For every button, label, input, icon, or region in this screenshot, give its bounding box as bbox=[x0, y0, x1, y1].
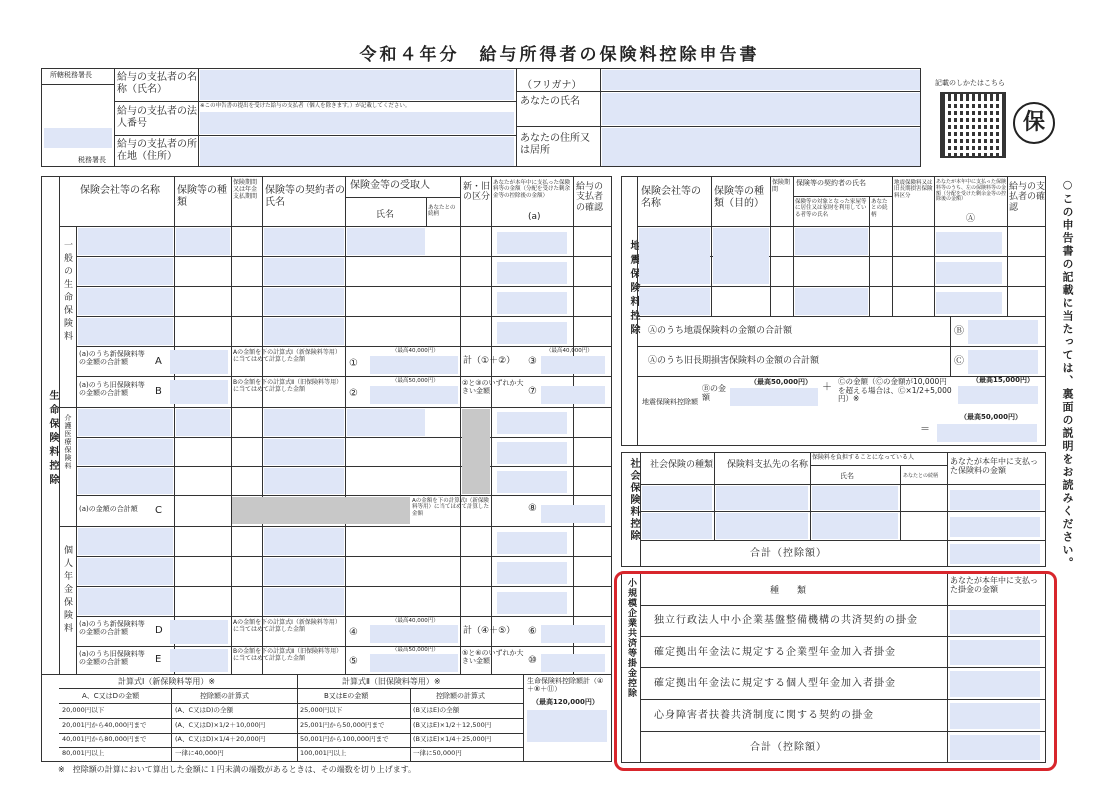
life-sum45: 計（④＋⑤） bbox=[463, 626, 516, 636]
quake-deduct-label: 地震保険料控除額 bbox=[642, 398, 698, 406]
life-col-newold: 新・旧の区分 bbox=[463, 182, 491, 203]
life-c1: ① bbox=[349, 358, 358, 369]
formula-r1c1: 20,000円以下 bbox=[62, 706, 105, 714]
life-max40-2: （最高40,000円） bbox=[546, 348, 593, 354]
quake-C-mark: Ⓒ bbox=[954, 356, 964, 367]
formula-r1c3: 25,000円以下 bbox=[300, 706, 343, 714]
formula-r2c2: (A、C又はD)×1/2＋10,000円 bbox=[175, 721, 266, 729]
quake-col-amount: あなたが本年中に支払った保険料等のうち、左の保険料等の金額（分配を受けた剰余金等の控除後の金額） bbox=[936, 179, 1007, 203]
life-c4: ④ bbox=[349, 627, 358, 638]
life-C-mark: C bbox=[155, 505, 162, 516]
form-title: 令和４年分 給与所得者の保険料控除申告書 bbox=[359, 45, 760, 65]
formula-col-1: A、C又はDの金額 bbox=[82, 692, 140, 700]
smallbiz-row-2: 確定拠出年金法に規定する企業型年金加入者掛金 bbox=[654, 647, 896, 658]
life-max40-1: （最高40,000円） bbox=[392, 348, 439, 354]
life-total-max: （最高120,000円） bbox=[532, 698, 599, 706]
smallbiz-section-label: 小規模企業共済等掛金控除 bbox=[626, 578, 636, 698]
life-col-period: 保険期間又は年金支払期間 bbox=[233, 179, 258, 200]
life-a-total-label: (a)の金額の合計額 bbox=[79, 505, 138, 513]
qr-caption: 記載のしかたはこちら bbox=[935, 79, 1005, 87]
social-section-label: 社会保険料控除 bbox=[628, 458, 639, 542]
quake-c-amount: Ⓒの金額（Ⓒの金額が10,000円を超える場合は、Ⓒ×1/2+5,000円）※ bbox=[838, 377, 952, 404]
quake-col-company: 保険会社等の名称 bbox=[641, 186, 701, 209]
your-address-label: あなたの住所又は居所 bbox=[520, 133, 590, 156]
life-D-mark: D bbox=[155, 625, 163, 636]
life-c3: ③ bbox=[528, 356, 537, 367]
social-total: 合計（控除額） bbox=[750, 548, 827, 559]
social-col-payee: 保険料支払先の名称 bbox=[727, 460, 809, 470]
life-col-recipient: 保険金等の受取人 bbox=[350, 180, 430, 191]
formula-r4c2: 一律に40,000円 bbox=[175, 749, 224, 757]
quake-col-holder: 保険等の契約者の氏名 bbox=[796, 179, 866, 187]
life-care-label: 介護医療保険料 bbox=[64, 414, 72, 470]
office-label: 所轄税務署長 bbox=[50, 71, 92, 79]
quake-col-period: 保険期間 bbox=[772, 179, 791, 193]
quake-col-resident: 保険等の対象となった家屋等に居住又は家財を利用している者等の氏名 bbox=[795, 199, 867, 218]
life-c5: ⑤ bbox=[349, 656, 358, 667]
life-section-label: 生命保険料控除 bbox=[47, 390, 58, 488]
life-calc1c-label: Aの金額を下の計算式Ⅰ（新保険料等用）に当てはめて計算した金額 bbox=[412, 498, 490, 517]
quake-col-type: 地震保険料又は旧長期損害保険料区分 bbox=[894, 180, 933, 199]
formula-r3c2: (A、C又はD)×1/4＋20,000円 bbox=[175, 735, 266, 743]
quake-sum-old: Ⓐのうち旧長期損害保険料の金額の合計額 bbox=[648, 356, 820, 366]
life-calc1-label: Aの金額を下の計算式Ⅰ（新保険料等用）に当てはめて計算した金額 bbox=[233, 349, 341, 363]
office-bottom-label: 税務署長 bbox=[78, 156, 106, 164]
formula-col-2: 控除額の計算式 bbox=[200, 692, 249, 700]
social-col-relation: あなたとの続柄 bbox=[903, 473, 939, 479]
formula-col-3: B又はEの金額 bbox=[324, 692, 369, 700]
life-col-name: 氏名 bbox=[376, 210, 395, 220]
life-col-company: 保険会社等の名称 bbox=[80, 185, 160, 196]
quake-final-max: （最高50,000円） bbox=[960, 413, 1023, 421]
quake-b-amount: Ⓑの金額 bbox=[702, 384, 726, 403]
quake-c-max: （最高15,000円） bbox=[972, 376, 1035, 384]
life-a-old-label-2: (a)のうち旧保険料等の金額の合計額 bbox=[79, 650, 145, 667]
your-name-label: あなたの氏名 bbox=[520, 96, 580, 107]
quake-col-relation: あなたとの続柄 bbox=[871, 199, 888, 218]
formula-r3c4: (B又はE)×1/4＋25,000円 bbox=[413, 735, 492, 743]
life-col-amount: あなたが本年中に支払った保険料等の金額（分配を受けた剰余金等の控除後の金額） bbox=[493, 180, 571, 199]
social-col-amount: あなたが本年中に支払った保険料の金額 bbox=[950, 457, 1038, 476]
payer-number-label: 給与の支払者の法人番号 bbox=[117, 106, 197, 129]
quake-equals: ＝ bbox=[920, 424, 930, 435]
life-calc2-label: Bの金額を下の計算式Ⅱ（旧保険料等用）に当てはめて計算した金額 bbox=[233, 379, 343, 393]
life-max23: ②と③のいずれか大きい金額 bbox=[462, 379, 524, 396]
highlight-box bbox=[614, 571, 1057, 771]
smallbiz-row-4: 心身障害者扶養共済制度に関する契約の掛金 bbox=[654, 710, 874, 721]
smallbiz-row-1: 独立行政法人中小企業基盤整備機構の共済契約の掛金 bbox=[654, 615, 918, 626]
life-a-new-label-2: (a)のうち新保険料等の金額の合計額 bbox=[79, 620, 145, 637]
formula-r3c1: 40,001円から80,000円まで bbox=[62, 735, 147, 743]
quake-col-kind: 保険等の種類（目的） bbox=[714, 186, 764, 209]
formula-r1c2: (A、C又はD)の全額 bbox=[175, 706, 234, 714]
formula-r4c1: 80,001円以上 bbox=[62, 749, 105, 757]
life-col-confirm: 給与の支払者の確認 bbox=[576, 182, 604, 213]
life-pension-label: 個人年金保険料 bbox=[62, 545, 72, 636]
life-max50-2: （最高50,000円） bbox=[392, 647, 439, 653]
formula-r4c3: 100,001円以上 bbox=[300, 749, 347, 757]
life-col-holder: 保険等の契約者の氏名 bbox=[265, 185, 345, 208]
quake-plus: ＋ bbox=[822, 382, 832, 393]
formula-r2c1: 20,001円から40,000円まで bbox=[62, 721, 147, 729]
life-E-mark: E bbox=[155, 654, 162, 665]
social-col-name: 氏名 bbox=[840, 472, 854, 480]
payer-number-note: ※この申告書の提出を受けた給与の支払者（個人を除きます。）が記載してください。 bbox=[200, 103, 411, 109]
life-c10: ⑩ bbox=[528, 655, 537, 666]
side-note: ○この申告書の記載に当たっては、裏面の説明をお読みください。 bbox=[1061, 178, 1074, 570]
quake-col-confirm: 給与の支払者の確認 bbox=[1009, 182, 1046, 213]
life-calc2e-label: Bの金額を下の計算式Ⅱ（旧保険料等用）に当てはめて計算した金額 bbox=[233, 648, 343, 662]
hoken-seal-icon: 保 bbox=[1013, 102, 1055, 144]
quake-section-label: 地震保険料控除 bbox=[628, 240, 639, 338]
life-c8: ⑧ bbox=[528, 503, 537, 514]
life-c7: ⑦ bbox=[528, 386, 537, 397]
quake-sum-quake: Ⓐのうち地震保険料の金額の合計額 bbox=[648, 326, 793, 336]
life-calc1d-label: Aの金額を下の計算式Ⅰ（新保険料等用）に当てはめて計算した金額 bbox=[233, 619, 341, 633]
life-max50-1: （最高50,000円） bbox=[392, 378, 439, 384]
smallbiz-total: 合計（控除額） bbox=[750, 742, 827, 753]
formula-head-1: 計算式Ⅰ（新保険料等用）※ bbox=[118, 677, 216, 686]
formula-r1c4: (B又はE)の全額 bbox=[413, 706, 460, 714]
life-B-mark: B bbox=[155, 386, 162, 397]
life-max56: ⑤と⑥のいずれか大きい金額 bbox=[462, 649, 524, 666]
quake-col-a: Ⓐ bbox=[966, 214, 976, 224]
formula-r3c3: 50,001円から100,000円まで bbox=[300, 735, 389, 743]
life-c2: ② bbox=[349, 388, 358, 399]
payer-address-label: 給与の支払者の所在地（住所） bbox=[117, 139, 197, 162]
life-col-a: (a) bbox=[528, 212, 541, 222]
formula-r4c4: 一律に50,000円 bbox=[413, 749, 462, 757]
formula-r2c3: 25,001円から50,000円まで bbox=[300, 721, 385, 729]
life-col-relation: あなたとの続柄 bbox=[428, 205, 456, 218]
life-sum12: 計（①＋②） bbox=[463, 356, 516, 366]
social-col-burden: 保険料を負担することになっている人 bbox=[812, 454, 915, 461]
smallbiz-row-3: 確定拠出年金法に規定する個人型年金加入者掛金 bbox=[654, 678, 896, 689]
quake-b-max: （最高50,000円） bbox=[750, 378, 813, 386]
smallbiz-col-amount: あなたが本年中に支払った掛金の金額 bbox=[950, 576, 1038, 595]
life-A-mark: A bbox=[155, 356, 162, 367]
life-c6: ⑥ bbox=[528, 626, 537, 637]
furigana-label: （フリガナ） bbox=[522, 80, 582, 91]
quake-B-mark: Ⓑ bbox=[954, 326, 964, 337]
social-col-kind: 社会保険の種類 bbox=[650, 460, 714, 470]
smallbiz-col-kind: 種 類 bbox=[770, 586, 807, 596]
payer-name-label: 給与の支払者の名称（氏名） bbox=[117, 72, 197, 95]
life-col-kind: 保険等の種類 bbox=[177, 185, 227, 208]
formula-head-2: 計算式Ⅱ（旧保険料等用）※ bbox=[342, 677, 441, 686]
life-general-label: 一般の生命保険料 bbox=[62, 240, 72, 344]
life-total-label: 生命保険料控除額計（④＋⑧＋⑪） bbox=[527, 677, 604, 694]
life-a-new-label: (a)のうち新保険料等の金額の合計額 bbox=[79, 350, 145, 367]
life-max40-3: （最高40,000円） bbox=[392, 618, 439, 624]
life-footnote: ※ 控除額の計算において算出した金額に１円未満の端数があるときは、その端数を切り上げます。 bbox=[58, 765, 417, 774]
life-a-old-label: (a)のうち旧保険料等の金額の合計額 bbox=[79, 381, 145, 398]
formula-col-4: 控除額の計算式 bbox=[436, 692, 485, 700]
formula-r2c4: (B又はE)×1/2＋12,500円 bbox=[413, 721, 492, 729]
